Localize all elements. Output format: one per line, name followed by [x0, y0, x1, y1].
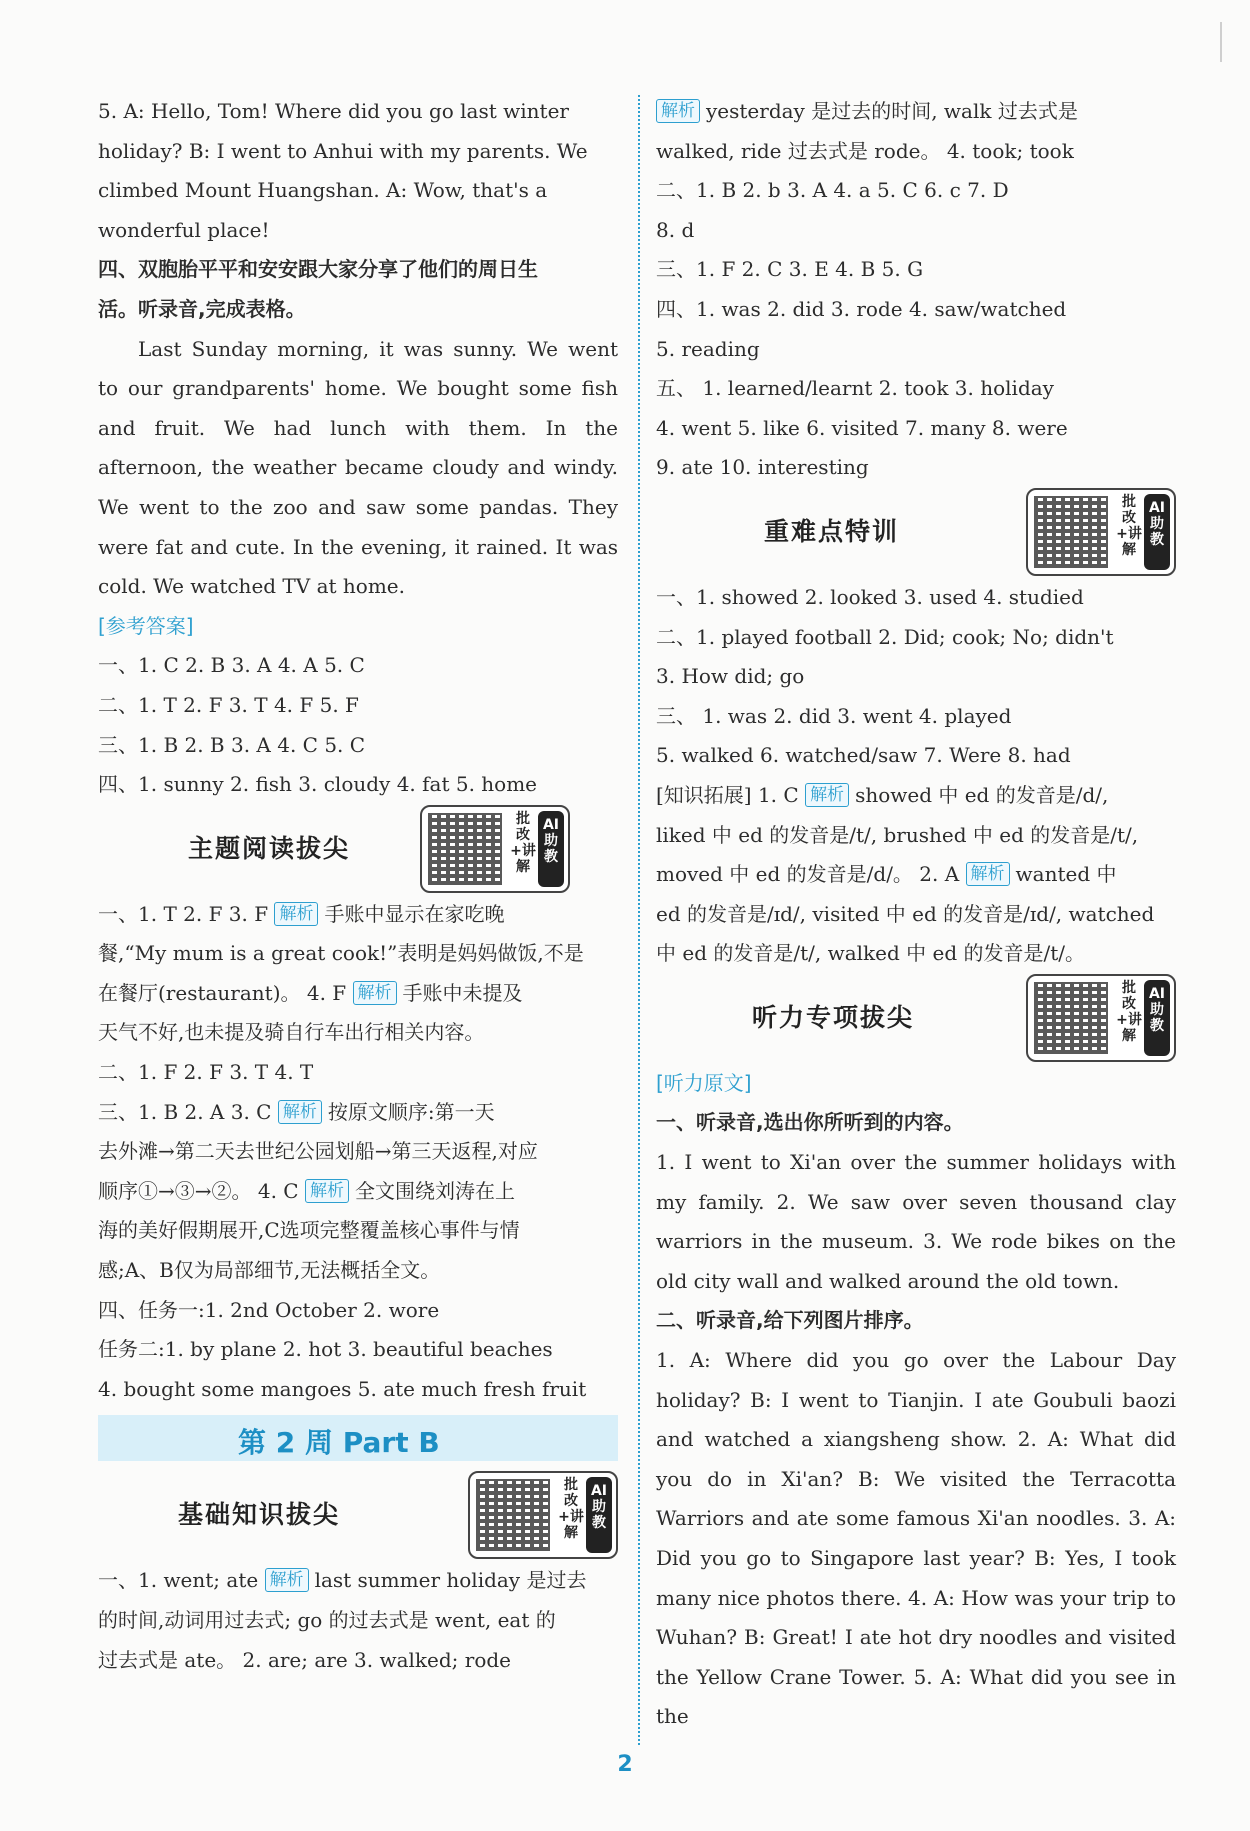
qr-code-icon [428, 813, 502, 885]
line-text: 全文围绕刘涛在上 [354, 1178, 515, 1203]
answer-line [98, 1013, 618, 1053]
answer-line [98, 1291, 618, 1331]
answer-line [98, 1370, 618, 1410]
analysis-tag: 解析 [353, 981, 397, 1005]
corner-line [1220, 22, 1222, 62]
answer-line [656, 816, 1176, 856]
answer-line [656, 578, 1176, 618]
answer-line [656, 92, 1176, 132]
line-text: 3. How did; go [656, 664, 805, 689]
listening-script-1: 1. I went to Xi'an over the summer holidays with my family. 2. We saw over seven thousand clay warriors in the museum. 3. We rode bikes on the old city wall and walked around the old town. [656, 1150, 1176, 1293]
line-text: 三、1. F 2. C 3. E 4. B 5. G [656, 257, 924, 282]
line-text: 任务二:1. by plane 2. hot 3. beautiful beaches [98, 1337, 553, 1362]
line-text: 去外滩→第二天去世纪公园划船→第三天返程,对应 [98, 1139, 538, 1164]
qr-code-card[interactable] [1026, 974, 1176, 1062]
answer-line [98, 1330, 618, 1370]
qr-code-icon [1034, 982, 1108, 1054]
line-text: 感;A、B仅为局部细节,无法概括全文。 [98, 1258, 441, 1283]
analysis-tag: 解析 [278, 1100, 322, 1124]
answers-continued [656, 92, 1176, 488]
answer-line [98, 895, 618, 935]
task4-heading [98, 250, 618, 329]
line-text: 天气不好,也未提及骑自行车出行相关内容。 [98, 1020, 485, 1045]
line-text: 五、 1. learned/learnt 2. took 3. holiday [656, 376, 1054, 401]
line-text: 中 ed 的发音是/t/, walked 中 ed 的发音是/t/。 [656, 941, 1086, 966]
answer-line [656, 855, 1176, 895]
line-text: liked 中 ed 的发音是/t/, brushed 中 ed 的发音是/t/, [656, 822, 1139, 847]
text-line: 二、1. T 2. F 3. T 4. F 5. F [98, 692, 359, 717]
qr-code-icon [1034, 496, 1108, 568]
line-text: 二、1. B 2. b 3. A 4. a 5. C 6. c 7. D [656, 178, 1009, 203]
line-text: 的时间,动词用过去式; go 的过去式是 went, eat 的 [98, 1608, 556, 1632]
qr-label: 批改+讲解 [510, 810, 536, 875]
basic-answers [98, 1561, 618, 1680]
analysis-tag: 解析 [805, 783, 849, 807]
line-text: 一、1. T 2. F 3. F [98, 901, 275, 926]
line-text: walked, ride 过去式是 rode。 4. took; took [656, 138, 1074, 163]
line-text: yesterday 是过去的时间, walk 过去式是 [706, 99, 1078, 123]
answer-line [656, 171, 1176, 211]
line-text: 8. d [656, 217, 695, 242]
answer-line [656, 132, 1176, 172]
reference-answer-label: [参考答案] [98, 613, 194, 638]
answer-line [656, 895, 1176, 935]
line-text: wanted 中 [1015, 862, 1117, 887]
line-text: 手账中未提及 [402, 980, 523, 1005]
line-text: 4. went 5. like 6. visited 7. many 8. were [656, 415, 1068, 440]
answer-line [98, 1172, 618, 1212]
line-text: 一、1. showed 2. looked 3. used 4. studied [656, 584, 1084, 609]
line-text: 顺序①→③→②。 4. C [98, 1178, 305, 1203]
line-text: last summer holiday 是过去 [314, 1568, 587, 1593]
answer-line [656, 211, 1176, 251]
line-text: 过去式是 ate。 2. are; are 3. walked; rode [98, 1647, 512, 1672]
answer-line [98, 974, 618, 1014]
answer-line [656, 409, 1176, 449]
answer-block-1 [98, 646, 618, 804]
line-text: 海的美好假期展开,C选项完整覆盖核心事件与情 [98, 1218, 520, 1243]
section-header-listening [656, 974, 1176, 1064]
analysis-tag: 解析 [966, 862, 1010, 886]
line-text: 5. walked 6. watched/saw 7. Were 8. had [656, 743, 1071, 768]
line-text: 在餐厅(restaurant)。 4. F [98, 980, 353, 1005]
text-line: holiday? B: I went to Anhui with my parents. We [98, 138, 588, 163]
section-header-reading [98, 805, 618, 895]
listening-heading-2: 二、听录音,给下列图片排序。 [656, 1308, 924, 1333]
text-line: 一、1. C 2. B 3. A 4. A 5. C [98, 653, 365, 678]
section-title: 基础知识拔尖 [178, 1500, 341, 1530]
answer-line [656, 776, 1176, 816]
ai-badge: AI助教 [586, 1477, 612, 1553]
page-number: 2 [617, 1752, 633, 1777]
line-text: moved 中 ed 的发音是/d/。 2. A [656, 862, 966, 887]
qr-label: 批改+讲解 [1116, 979, 1142, 1044]
line-text: 4. bought some mangoes 5. ate much fresh fruit [98, 1376, 587, 1401]
line-text: 9. ate 10. interesting [656, 455, 869, 480]
line-text: 手账中显示在家吃晚 [324, 901, 505, 926]
analysis-tag: 解析 [265, 1568, 309, 1592]
line-text: 二、1. played football 2. Did; cook; No; didn't [656, 624, 1114, 649]
line-text: 四、1. was 2. did 3. rode 4. saw/watched [656, 296, 1067, 321]
section-title: 听力专项拔尖 [752, 1002, 915, 1032]
answer-line [98, 1601, 618, 1641]
dialog-block [98, 92, 618, 250]
analysis-tag: 解析 [656, 99, 700, 123]
text-line: 四、双胞胎平平和安安跟大家分享了他们的周日生 [98, 257, 538, 282]
answer-line [656, 657, 1176, 697]
column-divider [638, 95, 640, 1745]
answer-line [656, 330, 1176, 370]
line-text: 二、1. F 2. F 3. T 4. T [98, 1060, 314, 1085]
line-text: showed 中 ed 的发音是/d/, [855, 782, 1109, 807]
line-text: 一、1. went; ate [98, 1568, 265, 1593]
listening-script-2: 1. A: Where did you go over the Labour Day holiday? B: I went to Tianjin. I ate Goubuli baozi and watched a xiangsheng show. 2. A: What did you do in Xi'an? B: We visited the Terracotta Warriors and ate some famous Xi'an noodles. 3. A: Did you go to Singapore last year? B: Yes, I took many nice photos there. 4. A: How was your trip to Wuhan? B: Great! I ate hot dry noodles and visited the Yellow Crane Tower. 5. A: What did you see in the [656, 1348, 1176, 1729]
listening-script-tag [656, 1064, 1176, 1104]
text-line: 活。听录音,完成表格。 [98, 296, 306, 321]
answer-line [98, 1641, 618, 1681]
answer-line [98, 1211, 618, 1251]
key-answers [656, 578, 1176, 974]
analysis-tag: 解析 [274, 902, 318, 926]
line-text: 四、任务一:1. 2nd October 2. wore [98, 1297, 440, 1322]
text-line: wonderful place! [98, 217, 270, 242]
answer-line [656, 736, 1176, 776]
answer-line [656, 448, 1176, 488]
answer-line [656, 290, 1176, 330]
ai-badge: AI助教 [1144, 494, 1170, 570]
answer-line [98, 1132, 618, 1172]
section-title: 重难点特训 [764, 516, 900, 546]
qr-code-card[interactable] [1026, 488, 1176, 576]
ai-badge: AI助教 [1144, 980, 1170, 1056]
text-line: climbed Mount Huangshan. A: Wow, that's a [98, 178, 548, 203]
line-text: ed 的发音是/ɪd/, visited 中 ed 的发音是/ɪd/, watched [656, 901, 1155, 926]
week-banner [98, 1415, 618, 1461]
listening-passage: Last Sunday morning, it was sunny. We went to our grandparents' home. We bought some fish and fruit. We had lunch with them. In the afternoon, the weather became cloudy and windy. We went to the zoo and saw some pandas. They were fat and cute. In the evening, it rained. It was cold. We watched TV at home. [98, 336, 618, 599]
answer-line [98, 1053, 618, 1093]
qr-label: 批改+讲解 [1116, 493, 1142, 558]
text-line: 三、1. B 2. B 3. A 4. C 5. C [98, 732, 366, 757]
answer-line [98, 934, 618, 974]
answer-line [656, 250, 1176, 290]
qr-code-icon [476, 1479, 550, 1551]
qr-code-card[interactable] [468, 1471, 618, 1559]
left-column [98, 92, 618, 1680]
line-text: [知识拓展] 1. C [656, 782, 806, 807]
section-title: 主题阅读拔尖 [188, 833, 351, 863]
line-text: 5. reading [656, 336, 760, 361]
line-text: 按原文顺序:第一天 [327, 1099, 495, 1124]
text-line: 5. A: Hello, Tom! Where did you go last winter [98, 99, 569, 123]
line-text: 餐,“My mum is a great cook!”表明是妈妈做饭,不是 [98, 941, 584, 966]
answer-line [98, 1093, 618, 1133]
answer-line [656, 618, 1176, 658]
listening-heading-1: 一、听录音,选出你所听到的内容。 [656, 1110, 964, 1135]
analysis-tag: 解析 [305, 1179, 349, 1203]
week-banner-title: 第 2 周 Part B [238, 1426, 440, 1460]
reading-answers [98, 895, 618, 1410]
answer-line [656, 369, 1176, 409]
text-line: 四、1. sunny 2. fish 3. cloudy 4. fat 5. home [98, 772, 538, 797]
line-text: 三、1. B 2. A 3. C [98, 1099, 278, 1124]
right-column [656, 92, 1176, 1737]
answer-line [656, 934, 1176, 974]
ai-badge: AI助教 [538, 811, 564, 887]
line-text: 三、 1. was 2. did 3. went 4. played [656, 703, 1012, 728]
section-header-key [656, 488, 1176, 578]
answer-line [98, 1251, 618, 1291]
answer-line [656, 697, 1176, 737]
answer-line [98, 1561, 618, 1601]
reference-answer-tag [98, 607, 618, 647]
qr-label: 批改+讲解 [558, 1477, 584, 1542]
section-header-basic [98, 1471, 618, 1561]
qr-code-card[interactable] [420, 805, 570, 893]
listening-script-label: [听力原文] [656, 1070, 752, 1095]
